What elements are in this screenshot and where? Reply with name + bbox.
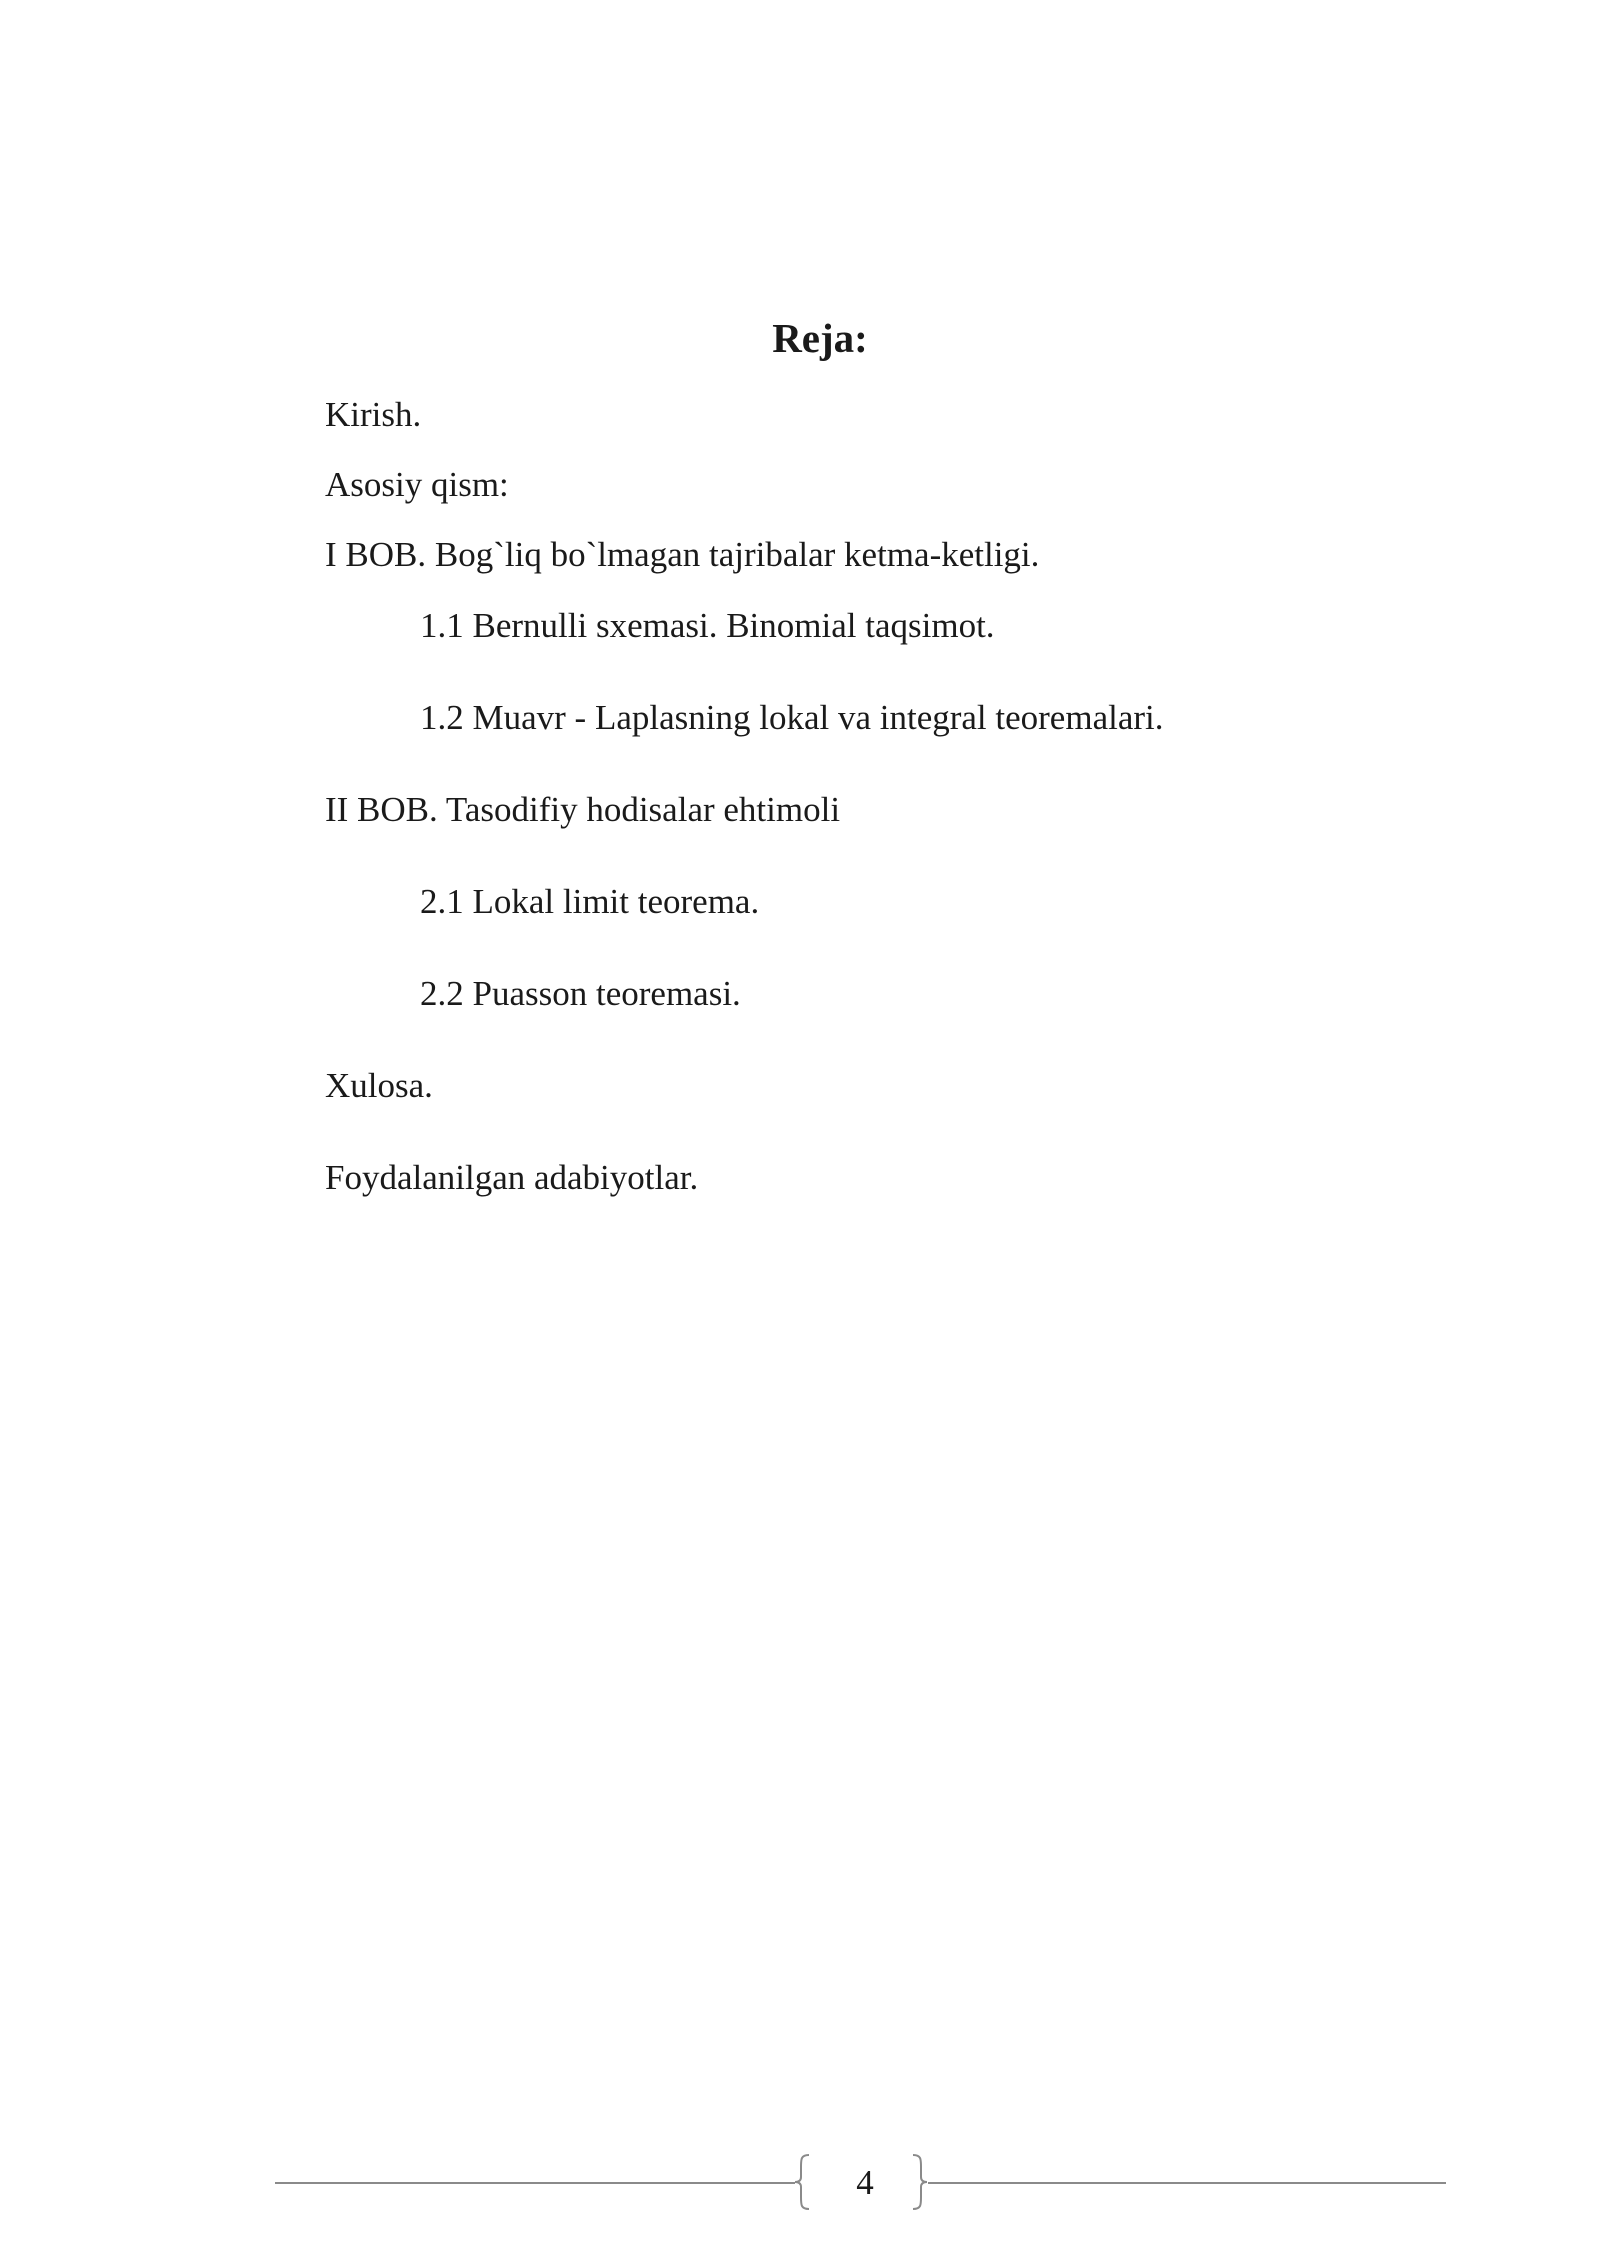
toc-item-main-part: Asosiy qism: (325, 465, 509, 504)
footer-brace-left (793, 2153, 815, 2211)
toc-item-section-2-2: 2.2 Puasson teoremasi. (420, 974, 741, 1013)
toc-item-introduction: Kirish. (325, 395, 422, 434)
toc-item-chapter-1: I BOB. Bog`liq bo`lmagan tajribalar ketma-ketligi. (325, 535, 1040, 574)
toc-item-chapter-2: II BOB. Tasodifiy hodisalar ehtimoli (325, 790, 841, 829)
page-title: Reja: (772, 315, 868, 361)
toc-item-section-1-1: 1.1 Bernulli sxemasi. Binomial taqsimot. (420, 606, 995, 645)
toc-item-section-2-1: 2.1 Lokal limit teorema. (420, 882, 760, 921)
toc-item-conclusion: Xulosa. (325, 1066, 433, 1105)
footer-rule-left (275, 2182, 795, 2184)
page-number: 4 (856, 2163, 874, 2202)
footer-brace-right (907, 2153, 929, 2211)
footer-rule-right (928, 2182, 1446, 2184)
toc-item-references: Foydalanilgan adabiyotlar. (325, 1158, 699, 1197)
toc-item-section-1-2: 1.2 Muavr - Laplasning lokal va integral teoremalari. (420, 698, 1164, 737)
